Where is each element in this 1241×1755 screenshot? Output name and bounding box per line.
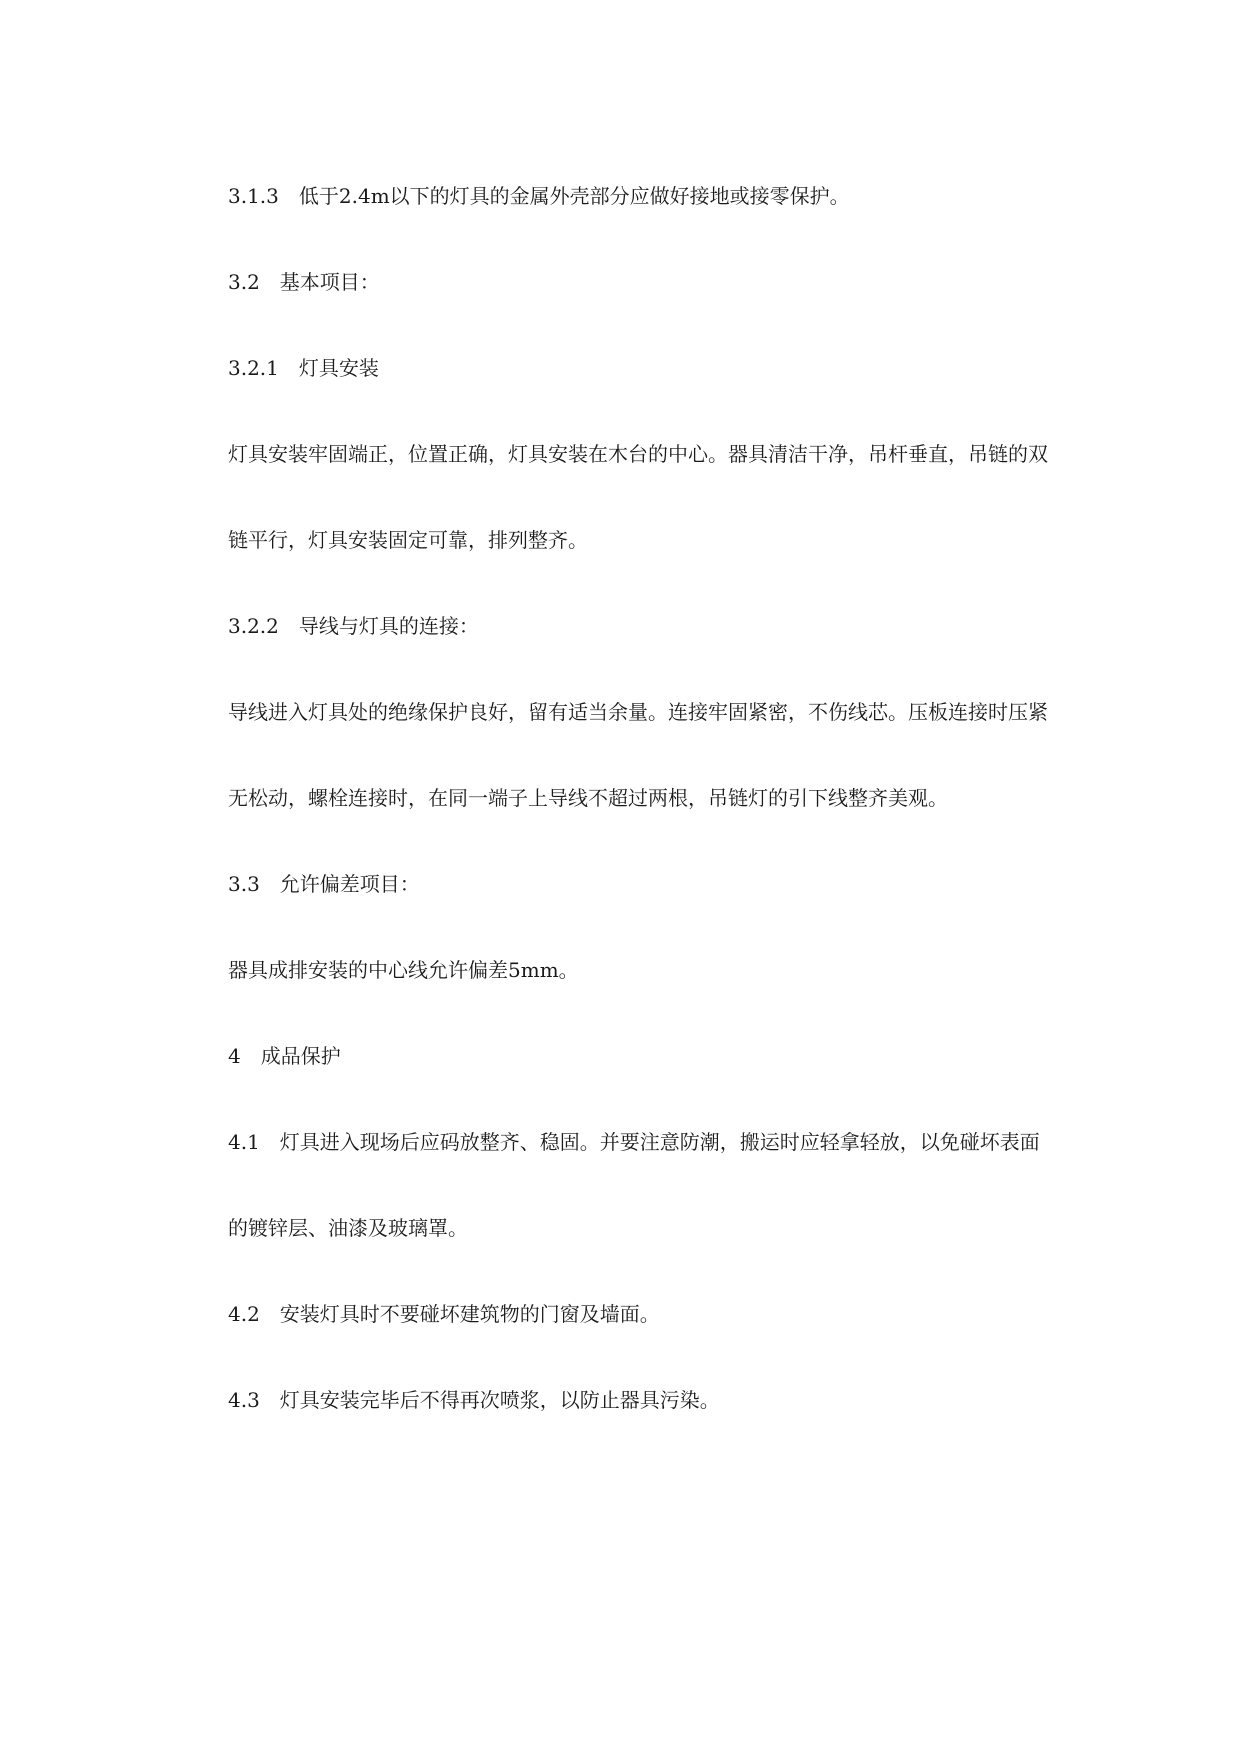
heading-4-product-protection: 4 成品保护 [228, 1044, 341, 1068]
heading-3-2-basic-items: 3.2 基本项目： [228, 270, 380, 294]
paragraph-3-2-2-line-1: 导线进入灯具处的绝缘保护良好，留有适当余量。连接牢固紧密，不伤线芯。压板连接时压紧 [228, 700, 1048, 724]
paragraph-3-2-2-line-2: 无松动，螺栓连接时，在同一端子上导线不超过两根，吊链灯的引下线整齐美观。 [228, 786, 948, 810]
clause-4-1-line-2: 的镀锌层、油漆及玻璃罩。 [228, 1216, 468, 1240]
clause-3-1-3: 3.1.3 低于2.4m以下的灯具的金属外壳部分应做好接地或接零保护。 [228, 184, 850, 208]
document-body [228, 176, 1118, 1466]
heading-3-3-allowed-deviation: 3.3 允许偏差项目： [228, 872, 420, 896]
heading-3-2-2-wire-connection: 3.2.2 导线与灯具的连接： [228, 614, 479, 638]
clause-4-3: 4.3 灯具安装完毕后不得再次喷浆，以防止器具污染。 [228, 1388, 720, 1412]
paragraph-3-3: 器具成排安装的中心线允许偏差5mm。 [228, 958, 579, 982]
paragraph-3-2-1-line-2: 链平行，灯具安装固定可靠，排列整齐。 [228, 528, 588, 552]
clause-4-1-line-1: 4.1 灯具进入现场后应码放整齐、稳固。并要注意防潮，搬运时应轻拿轻放，以免碰坏表面 [228, 1130, 1040, 1154]
paragraph-3-2-1-line-1: 灯具安装牢固端正，位置正确，灯具安装在木台的中心。器具清洁干净，吊杆垂直，吊链的双 [228, 442, 1048, 466]
clause-4-2: 4.2 安装灯具时不要碰坏建筑物的门窗及墙面。 [228, 1302, 660, 1326]
heading-3-2-1-lamp-installation: 3.2.1 灯具安装 [228, 356, 379, 380]
